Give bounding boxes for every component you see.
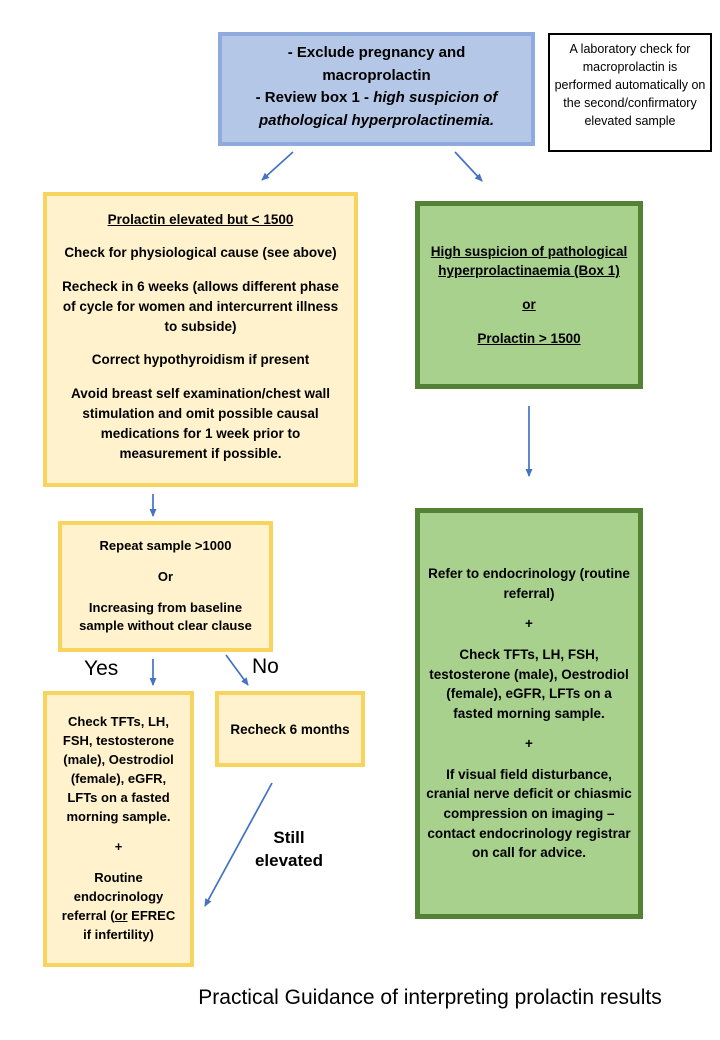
title-line-3-italic: high suspicion of [373,89,498,106]
elevated-p4: Avoid breast self examination/chest wall stimulation and omit possible causal medications for 1 week prior to measurement if possible. [70,385,331,462]
title-line-4: pathological hyperprolactinemia. [258,111,495,129]
refer-box [415,508,643,919]
recheck-text: Recheck 6 months [230,721,350,737]
yes-label: Yes [84,657,119,680]
repeat-sample-box [58,521,273,652]
page-title: Practical Guidance of interpreting prolactin results [198,986,662,1009]
check-p1: Check TFTs, LH, FSH, testosterone (male), Oestrodiol (female), eGFR, LFTs on a fasted morning sample. [62,713,175,824]
title-line-3-prefix: - Review box 1 - [255,89,374,106]
check-p2-or: or [114,908,128,924]
elevated-p3: Correct hypothyroidism if present [91,352,310,368]
refer-plus-2: + [525,736,533,752]
arrow-title-to-elevated [262,152,293,180]
refer-p1: Refer to endocrinology (routine referral) [428,566,630,601]
refer-p2: Check TFTs, LH, FSH, testosterone (male), Oestrodiol (female), eGFR, LFTs on a fasted morning sample. [429,647,629,721]
no-label: No [252,655,279,678]
title-line-1: - Exclude pregnancy and [287,44,466,61]
check-plus: + [114,839,123,855]
repeat-line-3: Increasing from baseline sample without clear clause [79,599,252,634]
suspicion-line-1: High suspicion of pathological hyperprolactinaemia (Box 1) [430,243,628,279]
title-line-3 [232,87,521,110]
lab-note-text: A laboratory check for macroprolactin is performed automatically on the second/confirmatory elevated sample [554,42,706,128]
suspicion-line-2: or [522,297,536,312]
high-suspicion-box [415,201,643,389]
title-line-2: macroprolactin [322,66,431,84]
refer-p3: If visual field disturbance, cranial nerve deficit or chiasmic compression on imaging – contact endocrinology registrar on call for advice. [426,766,632,861]
arrow-title-to-suspicion [455,152,482,181]
elevated-heading: Prolactin elevated but < 1500 [107,212,294,227]
arrow-no-to-recheck [226,655,248,685]
suspicion-line-3: Prolactin > 1500 [477,330,581,346]
recheck-box [215,691,365,767]
title-box [218,32,535,146]
repeat-line-1: Repeat sample >1000 [99,537,232,553]
check-p2-pre: Routine endocrinology referral ( [61,870,164,924]
repeat-line-2: Or [157,568,174,584]
elevated-p1: Check for physiological cause (see above) [64,245,337,261]
elevated-p2: Recheck in 6 weeks (allows different phase of cycle for women and intercurrent illness to subside) [62,278,339,334]
lab-note-box [548,33,712,152]
elevated-box [43,192,358,487]
still-elevated-label: Still elevated [254,828,324,870]
check-p2-post: EFREC if infertility) [83,908,176,943]
check-referral-box [43,691,194,967]
check-p2 [57,869,180,945]
refer-plus-1: + [525,616,533,632]
